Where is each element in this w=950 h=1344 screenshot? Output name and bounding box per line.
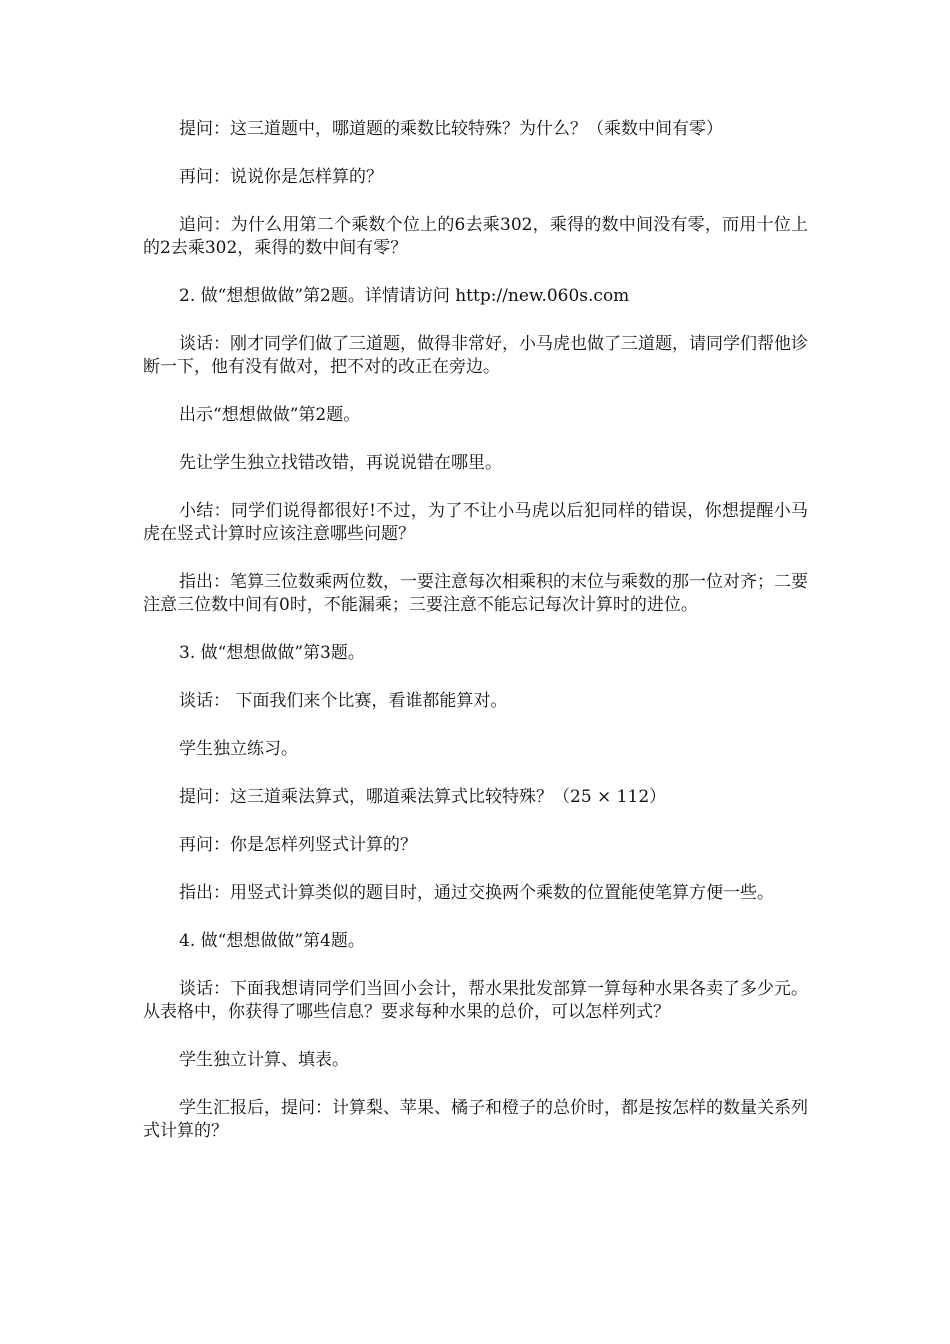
- paragraph-point-out-rules: 指出：笔算三位数乘两位数，一要注意每次相乘积的末位与乘数的那一位对齐；二要注意三位数中间有0时，不能漏乘；三要注意不能忘记每次计算时的进位。: [143, 572, 808, 615]
- paragraph-exercise-4-heading: 4. 做“想想做做”第4题。: [179, 931, 365, 951]
- document-page: [143, 118, 808, 1168]
- paragraph-calculate-fill-table: 学生独立计算、填表。: [179, 1050, 349, 1070]
- paragraph-talk-competition: 谈话： 下面我们来个比赛，看谁都能算对。: [179, 691, 508, 711]
- paragraph-question-special-multiplier: 提问：这三道题中，哪道题的乘数比较特殊？为什么？（乘数中间有零）: [179, 119, 723, 139]
- paragraph-point-out-swap: 指出：用竖式计算类似的题目时，通过交换两个乘数的位置能使笔算方便一些。: [179, 883, 774, 903]
- paragraph-exercise-2-heading: 2. 做“想想做做”第2题。详情请访问 http://new.060s.com: [179, 286, 630, 306]
- paragraph-independent-practice: 学生独立练习。: [179, 739, 298, 759]
- paragraph-show-exercise-2: 出示“想想做做”第2题。: [179, 405, 361, 425]
- paragraph-exercise-3-heading: 3. 做“想想做做”第3题。: [179, 643, 365, 663]
- paragraph-ask-vertical-form: 再问：你是怎样列竖式计算的？: [179, 835, 417, 855]
- paragraph-summary: 小结：同学们说得都很好!不过，为了不让小马虎以后犯同样的错误，你想提醒小马虎在竖式计算时应该注意哪些问题？: [143, 501, 808, 544]
- paragraph-talk-diagnose: 谈话：刚才同学们做了三道题，做得非常好，小马虎也做了三道题，请同学们帮他诊断一下，他有没有做对，把不对的改正在旁边。: [143, 334, 808, 377]
- paragraph-ask-how-calculated: 再问：说说你是怎样算的？: [179, 167, 383, 187]
- paragraph-talk-accountant: 谈话：下面我想请同学们当回小会计，帮水果批发部算一算每种水果各卖了多少元。从表格中，你获得了哪些信息？要求每种水果的总价，可以怎样列式？: [143, 979, 808, 1022]
- paragraph-report-question: 学生汇报后，提问：计算梨、苹果、橘子和橙子的总价时，都是按怎样的数量关系列式计算的？: [143, 1098, 808, 1141]
- paragraph-question-special-expression: 提问：这三道乘法算式，哪道乘法算式比较特殊？（25 × 112）: [179, 787, 667, 807]
- paragraph-follow-up-question: 追问：为什么用第二个乘数个位上的6去乘302，乘得的数中间没有零，而用十位上的2去乘302，乘得的数中间有零？: [143, 215, 808, 258]
- paragraph-find-errors: 先让学生独立找错改错，再说说错在哪里。: [179, 453, 502, 473]
